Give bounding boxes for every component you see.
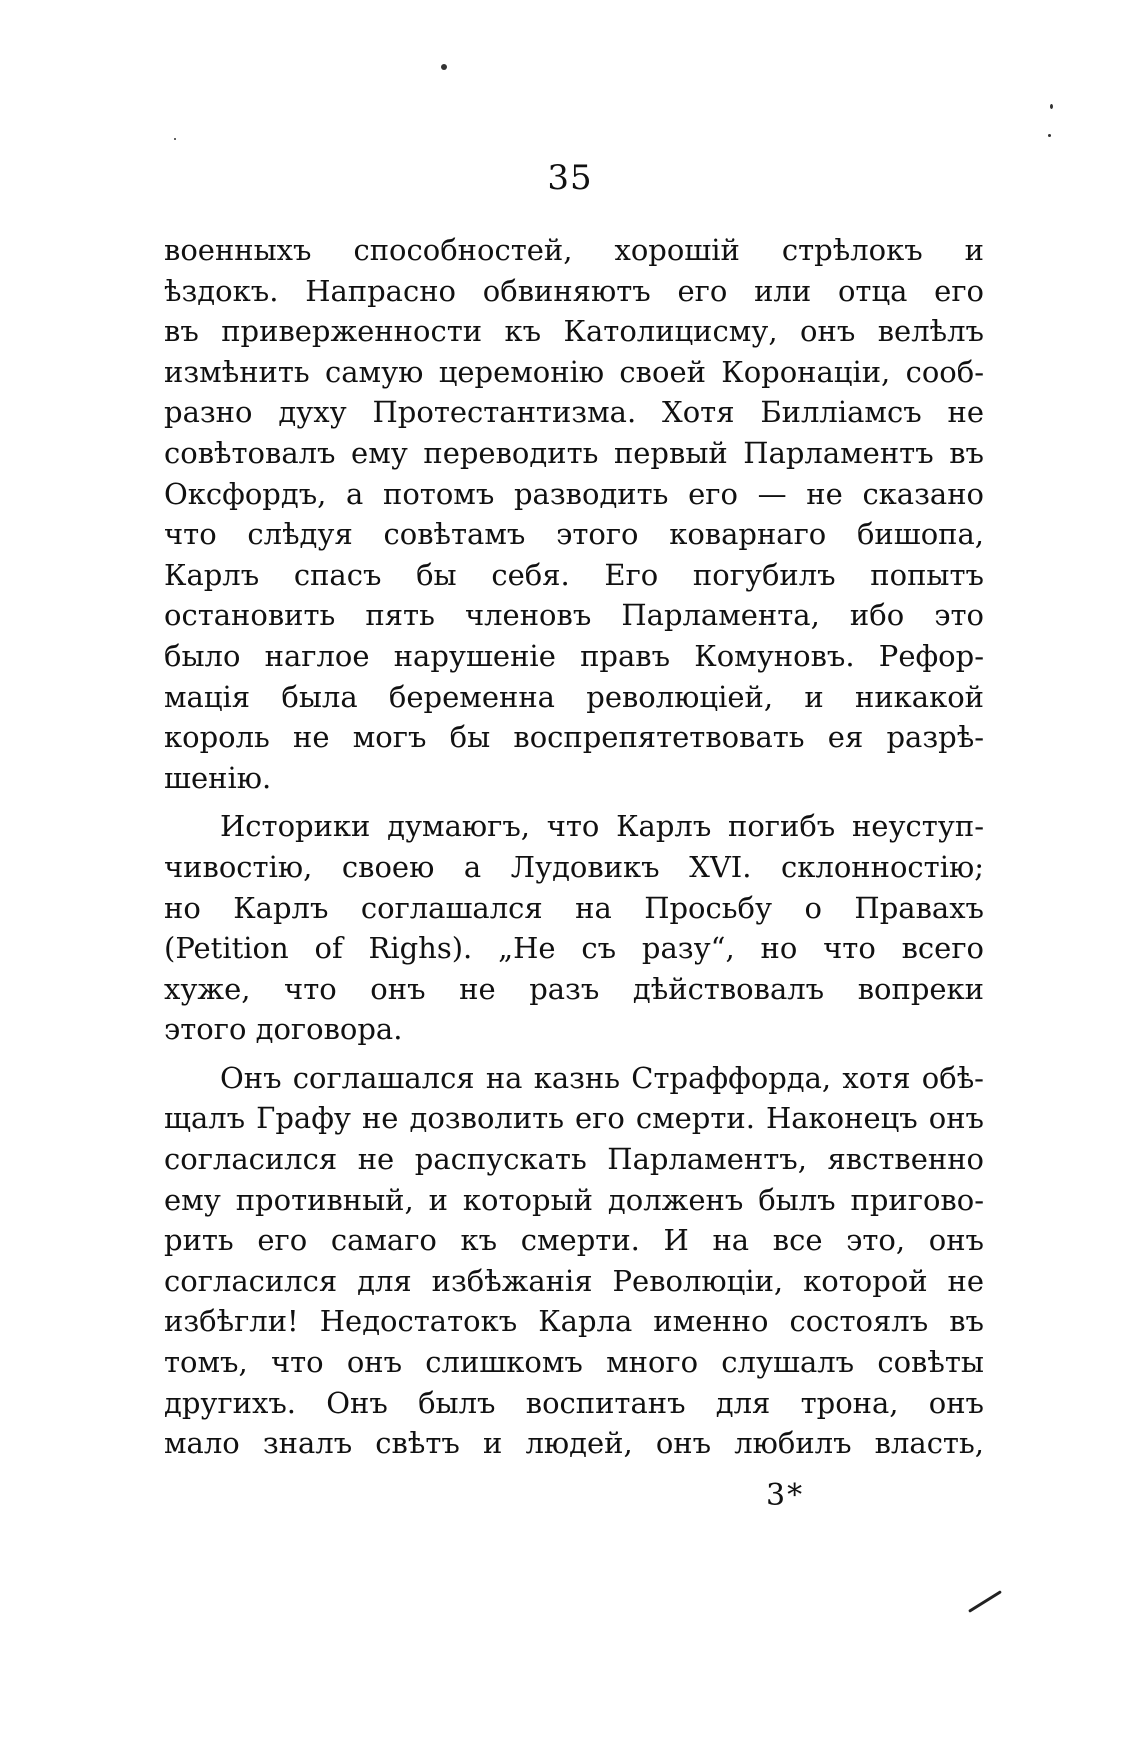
- text-line: рить его самаго къ смерти. И на все это, онъ: [164, 1223, 984, 1258]
- text-line: мація была беременна революціей, и никакой: [164, 679, 984, 714]
- text-line: томъ, что онъ слишкомъ много слушалъ совѣты: [164, 1345, 984, 1380]
- text-line: этого договора.: [164, 1012, 403, 1047]
- text-line: въ приверженности къ Католицисму, онъ велѣлъ: [164, 314, 984, 349]
- paragraph-1: [164, 230, 984, 798]
- text-line: другихъ. Онъ былъ воспитанъ для трона, онъ: [164, 1385, 984, 1420]
- text-line: но Карлъ соглашался на Просьбу о Правахъ: [164, 890, 984, 925]
- text-line: Карлъ спасъ бы себя. Его погубилъ попытъ: [164, 557, 984, 592]
- paragraph-gap: [164, 1050, 984, 1058]
- text-line: что слѣдуя совѣтамъ этого коварнаго бишопа,: [164, 517, 984, 552]
- paragraph-2: [164, 806, 984, 1050]
- text-line: чивостію, своею а Лудовикъ XVI. склонностію;: [164, 849, 984, 884]
- text-line: согласился для избѣжанія Революціи, которой не: [164, 1263, 984, 1298]
- text-line: шенію.: [164, 760, 272, 795]
- scan-speck: [1048, 134, 1051, 137]
- text-line: измѣнить самую церемонію своей Коронаціи, сооб-: [164, 354, 984, 389]
- text-line: щалъ Графу не дозволить его смерти. Наконецъ онъ: [164, 1101, 984, 1136]
- text-line: согласился не распускать Парламентъ, явственно: [164, 1142, 984, 1177]
- scan-speck: [441, 64, 447, 70]
- scan-speck: [1050, 104, 1053, 109]
- text-line: Историки думаюгъ, что Карлъ погибъ неуступ-: [220, 809, 984, 844]
- signature-mark: 3*: [766, 1478, 805, 1513]
- text-line: мало зналъ свѣтъ и людей, онъ любилъ власть,: [164, 1426, 984, 1461]
- scan-speck: [174, 138, 176, 140]
- page-number: 35: [547, 158, 593, 198]
- body-text: [164, 230, 984, 1464]
- text-line: избѣгли! Недостатокъ Карла именно состоялъ въ: [164, 1304, 984, 1339]
- text-line: разно духу Протестантизма. Хотя Билліамсъ не: [164, 395, 984, 430]
- text-line: было наглое нарушеніе правъ Комуновъ. Рефор-: [164, 638, 984, 673]
- text-line: Оксфордъ, а потомъ разводить его — не сказано: [164, 476, 984, 511]
- text-line: король не могъ бы воспрепятетвовать ея разрѣ-: [164, 720, 984, 755]
- text-line: остановить пять членовъ Парламента, ибо это: [164, 598, 984, 633]
- paragraph-gap: [164, 798, 984, 806]
- text-line: Онъ соглашался на казнь Страффорда, хотя обѣ-: [220, 1060, 984, 1095]
- text-line: военныхъ способностей, хорошій стрѣлокъ и: [164, 233, 984, 267]
- scan-stroke-mark: [968, 1590, 1002, 1613]
- text-line: хуже, что онъ не разъ дѣйствовалъ вопреки: [164, 971, 984, 1006]
- text-line: ему противный, и который долженъ былъ пригово-: [164, 1182, 984, 1217]
- text-line: (Petition of Righs). „Не съ разу“, но что всего: [164, 931, 984, 966]
- text-line: ѣздокъ. Напрасно обвиняютъ его или отца его: [164, 273, 984, 308]
- text-line: совѣтовалъ ему переводить первый Парламентъ въ: [164, 435, 984, 470]
- paragraph-3: [164, 1058, 984, 1464]
